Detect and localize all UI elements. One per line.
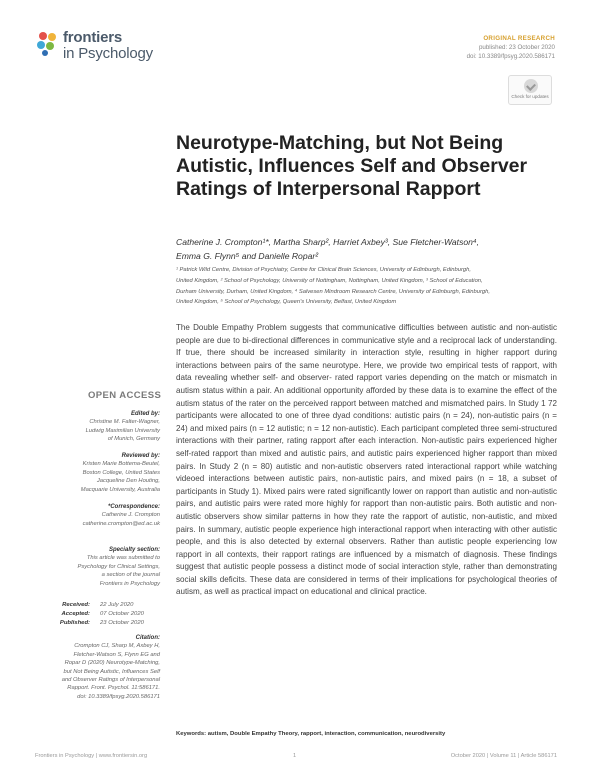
authors-line: Catherine J. Crompton¹*, Martha Sharp², Harriet Axbey³, Sue Fletcher-Watson⁴, — [176, 237, 480, 247]
specialty-line: a section of the journal — [101, 572, 160, 579]
affiliations — [176, 265, 556, 308]
reviewer-line: Boston College, United States — [82, 469, 160, 476]
specialty-line: Frontiers in Psychology — [99, 580, 160, 587]
logo-text-journal: in Psychology — [63, 45, 153, 62]
open-access-label: OPEN ACCESS — [88, 390, 162, 401]
logo-text-frontiers: frontiers — [63, 29, 123, 46]
affiliation-line: Durham University, Durham, United Kingdom, ⁴ Salvesen Mindroom Research Centre, University of Edinburgh, Edinburgh, — [176, 288, 490, 295]
correspondence — [40, 503, 160, 528]
page-number: 1 — [293, 753, 297, 759]
citation-line: Rapport. Front. Psychol. 11:586171. — [67, 685, 160, 692]
specialty-section — [40, 546, 160, 588]
date-label: Accepted: — [61, 611, 90, 617]
reviewed-by-label: Reviewed by: — [121, 453, 160, 459]
journal-logo — [35, 28, 165, 64]
reviewed-by — [40, 452, 160, 494]
date-row — [40, 610, 160, 619]
edited-by — [40, 410, 160, 444]
keywords-list: autism, Double Empathy Theory, rapport, interaction, communication, neurodiversity — [207, 731, 446, 737]
correspondence-email[interactable]: catherine.crompton@ed.ac.uk — [82, 520, 160, 527]
check-for-updates-badge[interactable] — [508, 75, 552, 105]
citation-line: Ropar D (2020) Neurotype-Matching, — [64, 660, 160, 667]
date-row — [40, 601, 160, 610]
date-label: Published: — [59, 620, 90, 626]
reviewer-line: Kristen Marie Bottema-Beutel, — [82, 461, 160, 468]
reviewer-line: Macquarie University, Australia — [80, 486, 160, 493]
citation — [40, 634, 160, 701]
affiliation-line: ¹ Patrick Wild Centre, Division of Psychiatry, Centre for Clinical Brain Sciences, University of Edinburgh, Edinburgh, — [176, 267, 471, 273]
date-value: 23 October 2020 — [100, 620, 144, 626]
editor-line: Ludwig Maximilian University — [85, 427, 160, 434]
footer-issue: October 2020 | Volume 11 | Article 586171 — [450, 753, 557, 759]
date-row — [40, 619, 160, 628]
specialty-label: Specialty section: — [108, 547, 160, 553]
citation-line: but Not Being Autistic, Influences Self — [63, 668, 160, 675]
citation-line: and Observer Ratings of Interpersonal — [61, 677, 160, 684]
date-value: 22 July 2020 — [100, 602, 134, 608]
citation-line: Crompton CJ, Sharp M, Axbey H, — [74, 643, 160, 650]
citation-line: doi: 10.3389/fpsyg.2020.586171 — [77, 693, 160, 700]
frontiers-logo-icon — [35, 30, 61, 56]
article-title: Neurotype-Matching, but Not Being Autistic, Influences Self and Observer Ratings of Interpersonal Rapport — [176, 132, 528, 200]
edited-by-label: Edited by: — [130, 411, 160, 417]
check-updates-label: Check for updates — [511, 94, 549, 99]
article-dates — [40, 601, 160, 628]
date-label: Received: — [62, 602, 90, 608]
check-updates-icon — [524, 79, 538, 93]
affiliation-line: United Kingdom, ² School of Psychology, University of Nottingham, Nottingham, United Kingdom, ³ School of Education, — [176, 277, 483, 284]
correspondence-label: *Correspondence: — [107, 504, 160, 510]
article-meta — [467, 34, 555, 61]
correspondence-name: Catherine J. Crompton — [101, 512, 160, 519]
affiliation-line: United Kingdom, ⁵ School of Psychology, Queen's University, Belfast, United Kingdom — [176, 299, 397, 306]
authors-line: Emma G. Flynn⁵ and Danielle Ropar² — [176, 250, 319, 261]
article-type: ORIGINAL RESEARCH — [483, 35, 555, 42]
keywords-label: Keywords: — [176, 731, 207, 737]
date-value: 07 October 2020 — [100, 611, 144, 617]
citation-line: Fletcher-Watson S, Flynn EG and — [73, 651, 160, 658]
footer-journal[interactable]: Frontiers in Psychology | www.frontiersin.org — [35, 753, 148, 759]
specialty-line: This article was submitted to — [86, 555, 160, 562]
citation-label: Citation: — [135, 635, 160, 641]
editor-line: of Munich, Germany — [107, 436, 160, 443]
keywords — [176, 731, 557, 737]
editor-line: Christine M. Falter-Wagner, — [89, 419, 160, 426]
abstract: The Double Empathy Problem suggests that communicative difficulties between autistic and non-autistic people are due to bi-directional differences in communicative style and a reciprocal lack of understanding. If true, there should be increased similarity in interaction style, resulting in higher rapport during interactions between pairs of the same neurotype. Here, we provide two empirical tests of rapport, with data revealing whether self- and observer- rated rapport varies depending on the match or mismatch in autism status within a pair. An additional opportunity afforded by these data is to examine the effect of the autism status of the rater on the perceived rapport between matched and mismatched pairs. In Study 1 72 participants were allocated to one of three dyad conditions: autistic pairs (n = 24), non-autistic pairs (n = 24) and mixed pairs (n = 12 autistic; n = 12 non-autistic). Each participant completed three semi-structured interactions with their partner, rating rapport after each interaction. Non-autistic pairs experienced higher self-rated rapport than mixed and autistic pairs, and autistic pairs experienced higher rapport than mixed pairs. In Study 2 (n = 80) autistic and non-autistic observers rated interactional rapport while watching videoed interactions between autistic pairs, non-autistic pairs, and mixed pairs (n = 18, a subset of participants in Study 1). Mixed pairs were rated significantly lower on rapport than autistic and non-autistic pairs, and autistic pairs were rated more highly for rapport than non-autistic pairs. Both autistic and non-autistic observers show similar patterns in how they rate the rapport of autistic, non-autistic, and mixed pairs. In summary, autistic people experience high interactional rapport when interacting with other autistic people, and this is also detected by external observers. Rather than autistic people experiencing low rapport in all contexts, their rapport ratings are influenced by a mismatch of diagnosis. These findings suggest that autistic people possess a distinct mode of social interaction style, rather than demonstrating social skills deficits. These data are considered in terms of their implications for psychological theories of autism, as well as practical impact on educational and clinical practice. — [176, 323, 557, 597]
author-list — [176, 236, 556, 263]
specialty-line: Psychology for Clinical Settings, — [77, 563, 160, 570]
reviewer-line: Jacqueline Den Houting, — [96, 478, 160, 485]
published-date: published: 23 October 2020 — [478, 44, 555, 51]
doi[interactable]: doi: 10.3389/fpsyg.2020.586171 — [466, 53, 555, 60]
